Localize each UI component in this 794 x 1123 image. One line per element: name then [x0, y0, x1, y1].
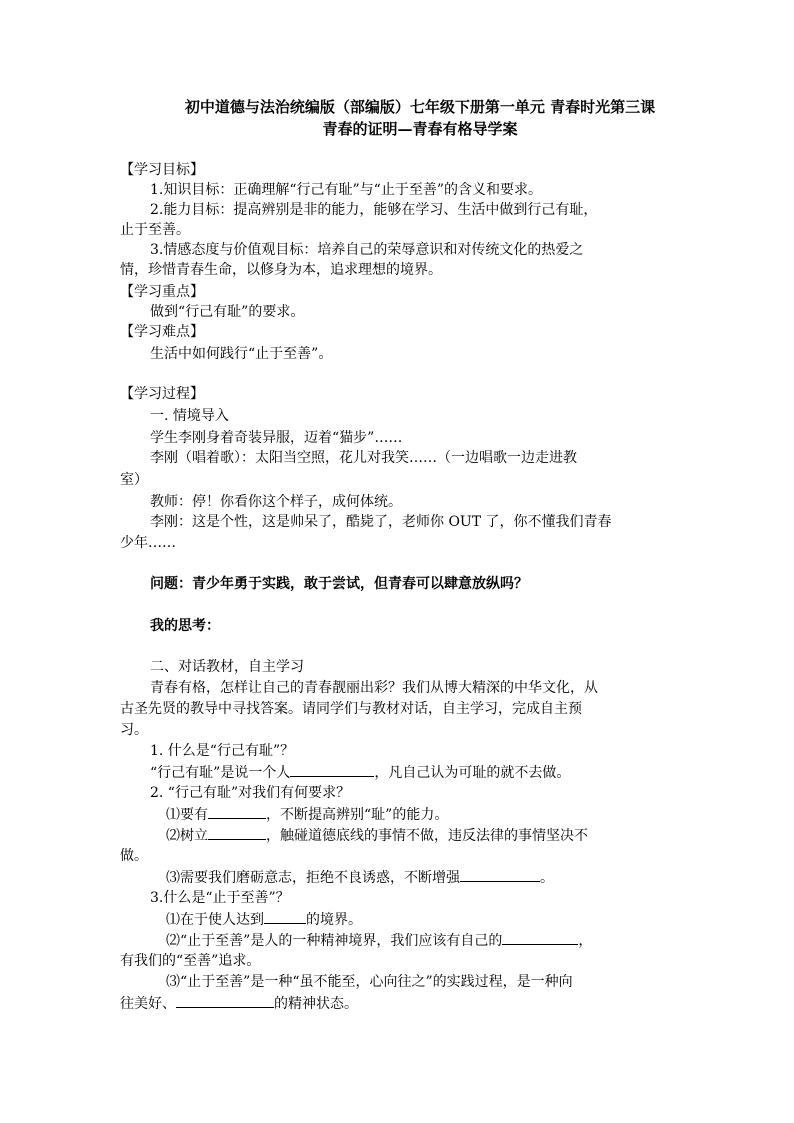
question-2-item2: [166, 825, 726, 846]
q1-text-pre: “行己有耻”是说一个人: [150, 765, 291, 781]
goal-ability-cont: 止于至善。: [120, 222, 190, 238]
my-thinking-label: 我的思考：: [150, 618, 220, 634]
question-2-item1: [166, 804, 726, 825]
q3-3-text-pre: 往美好、: [120, 996, 176, 1012]
scene-p4: 李刚：这是个性，这是帅呆了，酷毙了，老师你 OUT 了，你不懂我们青春: [150, 514, 612, 530]
difficulty-heading: 【学习难点】: [120, 324, 204, 340]
goal-ability: 2.能力目标：提高辨别是非的能力，能够在学习、生活中做到行己有耻，: [150, 202, 598, 218]
question-1: 1. 什么是“行己有耻”？: [150, 743, 295, 759]
q2-1-text-post: ，不断提高辨别“耻”的能力。: [266, 807, 449, 823]
doc-title-line1: 初中道德与法治统编版（部编版）七年级下册第一单元 青春时光第三课: [184, 98, 656, 116]
section-scene: 一. 情境导入: [150, 408, 229, 424]
dialogue-intro-cont1: 古圣先贤的教导中寻找答案。请同学们与教材对话，自主学习，完成自主预: [120, 701, 582, 717]
key-text: 做到“行己有耻”的要求。: [150, 304, 305, 320]
goal-emotion: 3.情感态度与价值观目标：培养自己的荣辱意识和对传统文化的热爱之: [150, 242, 584, 258]
q2-3-text-pre: ⑶需要我们磨砺意志，拒绝不良诱惑，不断增强: [166, 870, 460, 886]
question-3-item1: [166, 909, 726, 930]
question-3-item3: ⑶“止于至善”是一种“虽不能至，心向往之”的实践过程，是一种向: [166, 974, 573, 990]
question-3-item2: [166, 930, 726, 951]
q3-1-blank[interactable]: [264, 909, 306, 924]
section-dialogue: 二、对话教材，自主学习: [150, 659, 304, 675]
scene-p4-cont: 少年……: [120, 535, 176, 551]
process-heading: 【学习过程】: [120, 386, 204, 402]
q3-1-text-post: 的境界。: [306, 912, 362, 928]
q3-3-blank[interactable]: [176, 993, 274, 1008]
q2-1-blank[interactable]: [208, 804, 266, 819]
doc-title-line2: 青春的证明—青春有格导学案: [322, 120, 518, 138]
scene-p1: 学生李刚身着奇装异服，迈着“猫步”……: [150, 430, 403, 446]
q2-2-blank[interactable]: [208, 825, 266, 840]
scene-p2-cont: 室）: [120, 472, 148, 488]
scene-p2: 李刚（唱着歌）：太阳当空照，花儿对我笑……（一边唱歌一边走进教: [150, 450, 577, 466]
q1-blank[interactable]: [290, 762, 374, 777]
scene-question: 问题：青少年勇于实践，敢于尝试，但青春可以肆意放纵吗？: [150, 576, 528, 592]
key-heading: 【学习重点】: [120, 284, 204, 300]
q3-2-blank[interactable]: [502, 930, 578, 945]
goals-heading: 【学习目标】: [120, 162, 204, 178]
question-2-item3: [166, 867, 726, 888]
q3-2-text-pre: ⑵“止于至善”是人的一种精神境界，我们应该有自己的: [166, 933, 503, 949]
goal-emotion-cont: 情，珍惜青春生命，以修身为本，追求理想的境界。: [120, 262, 442, 278]
q2-1-text-pre: ⑴要有: [166, 807, 208, 823]
dialogue-intro-cont2: 习。: [120, 722, 148, 738]
difficulty-text: 生活中如何践行“止于至善”。: [150, 346, 333, 362]
question-2-item2-cont: 做。: [120, 848, 148, 864]
goal-knowledge: 1.知识目标：正确理解“行己有耻”与“止于至善”的含义和要求。: [150, 182, 542, 198]
q2-3-text-post: 。: [540, 870, 554, 886]
question-2: 2. “行己有耻”对我们有何要求？: [150, 785, 351, 801]
q3-3-text-post: 的精神状态。: [274, 996, 358, 1012]
question-3: 3.什么是“止于至善”？: [150, 890, 290, 906]
dialogue-intro: 青春有格，怎样让自己的青春靓丽出彩？我们从博大精深的中华文化，从: [150, 680, 598, 696]
q2-3-blank[interactable]: [460, 867, 540, 882]
question-1-answer: [150, 762, 710, 783]
question-3-item2-cont: 有我们的“至善”追求。: [120, 953, 261, 969]
question-3-item3-cont: [120, 993, 680, 1014]
q3-2-text-post: ，: [578, 933, 593, 949]
q2-2-text-post: ，触碰道德底线的事情不做，违反法律的事情坚决不: [266, 828, 588, 844]
q2-2-text-pre: ⑵树立: [166, 828, 208, 844]
q3-1-text-pre: ⑴在于使人达到: [166, 912, 264, 928]
q1-text-post: ，凡自己认为可耻的就不去做。: [374, 765, 571, 781]
scene-p3: 教师：停！你看你这个样子，成何体统。: [150, 494, 402, 510]
